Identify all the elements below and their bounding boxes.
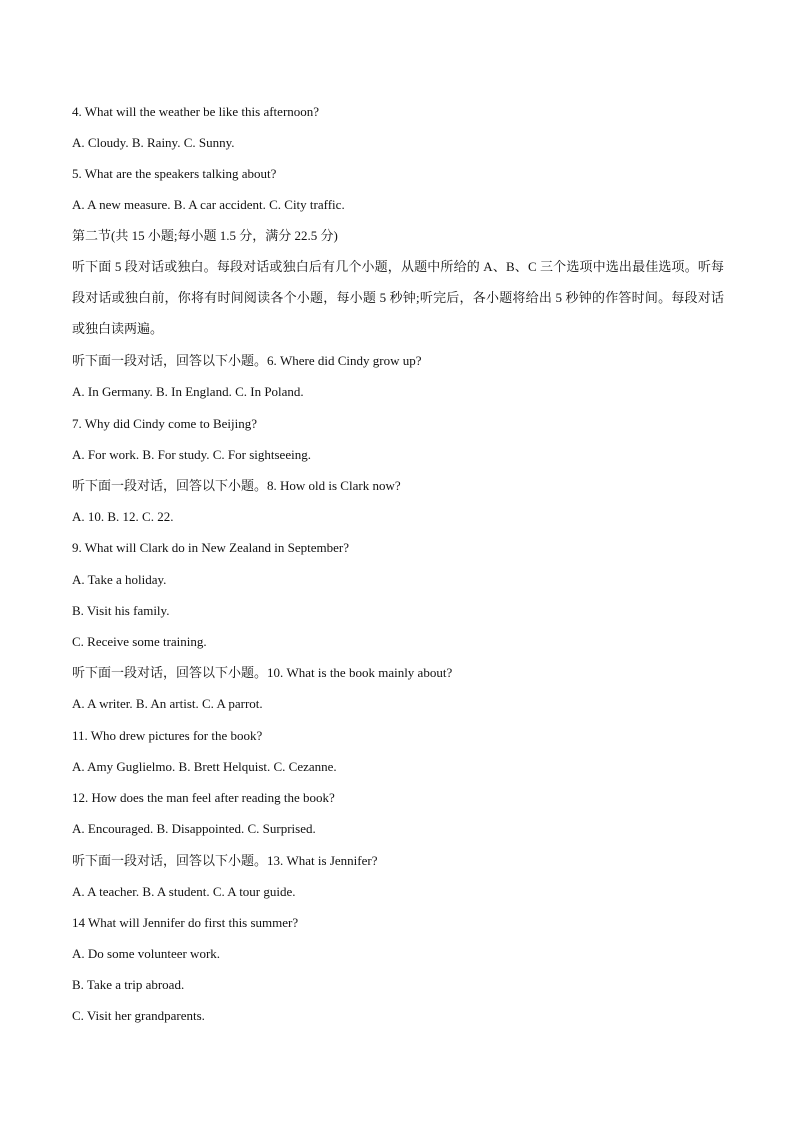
question-10: 听下面一段对话，回答以下小题。10. What is the book mainly about? — [72, 665, 453, 680]
question-9-option-b: B. Visit his family. — [72, 603, 170, 618]
question-9: 9. What will Clark do in New Zealand in September? — [72, 540, 350, 555]
section-instructions: 听下面 5 段对话或独白。每段对话或独白后有几个小题，从题中所给的 A、B、C 三个选项中选出最佳选项。听每段对话或独白前，你将有时间阅读各个小题，每小题 5 秒钟;听完后，各小题将给出 5 秒钟的作答时间。每段对话或独白读两遍。 — [72, 259, 724, 336]
question-12-options: A. Encouraged. B. Disappointed. C. Surprised. — [72, 821, 316, 836]
question-6: 听下面一段对话，回答以下小题。6. Where did Cindy grow up? — [72, 353, 422, 368]
question-14-option-a: A. Do some volunteer work. — [72, 946, 221, 961]
question-5: 5. What are the speakers talking about? — [72, 166, 277, 181]
question-8-options: A. 10. B. 12. C. 22. — [72, 509, 174, 524]
question-7-options: A. For work. B. For study. C. For sightseeing. — [72, 447, 311, 462]
question-4-options: A. Cloudy. B. Rainy. C. Sunny. — [72, 135, 235, 150]
question-14-option-c: C. Visit her grandparents. — [72, 1008, 205, 1023]
question-7: 7. Why did Cindy come to Beijing? — [72, 416, 257, 431]
question-11-options: A. Amy Guglielmo. B. Brett Helquist. C. Cezanne. — [72, 759, 337, 774]
question-6-options: A. In Germany. B. In England. C. In Poland. — [72, 384, 304, 399]
question-13-options: A. A teacher. B. A student. C. A tour guide. — [72, 884, 296, 899]
question-10-options: A. A writer. B. An artist. C. A parrot. — [72, 696, 263, 711]
question-8: 听下面一段对话，回答以下小题。8. How old is Clark now? — [72, 478, 401, 493]
question-13: 听下面一段对话，回答以下小题。13. What is Jennifer? — [72, 853, 378, 868]
question-4: 4. What will the weather be like this afternoon? — [72, 104, 320, 119]
question-9-option-c: C. Receive some training. — [72, 634, 207, 649]
question-14: 14 What will Jennifer do first this summer? — [72, 915, 299, 930]
question-5-options: A. A new measure. B. A car accident. C. City traffic. — [72, 197, 345, 212]
question-9-option-a: A. Take a holiday. — [72, 572, 167, 587]
question-11: 11. Who drew pictures for the book? — [72, 728, 263, 743]
question-12: 12. How does the man feel after reading the book? — [72, 790, 335, 805]
question-14-option-b: B. Take a trip abroad. — [72, 977, 185, 992]
section-heading: 第二节(共 15 小题;每小题 1.5 分，满分 22.5 分) — [72, 228, 338, 243]
